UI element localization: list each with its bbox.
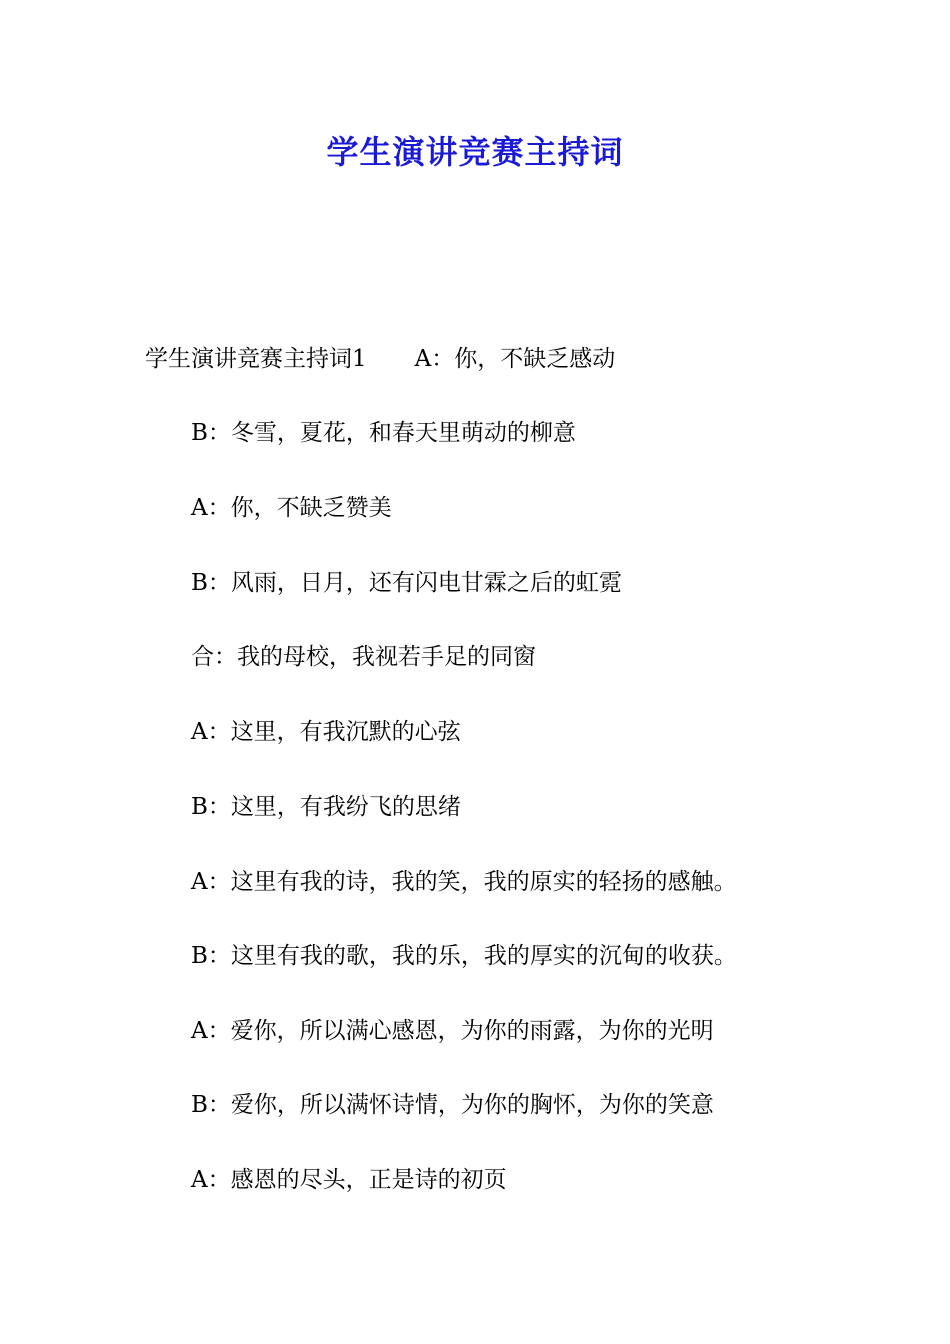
dialogue-line-first: A：你，不缺乏感动 [414, 346, 616, 372]
dialogue-line: B：冬雪，夏花，和春天里萌动的柳意 [191, 420, 576, 446]
dialogue-line: A：爱你，所以满心感恩，为你的雨露，为你的光明 [191, 1018, 714, 1044]
dialogue-line: A：这里有我的诗，我的笑，我的原实的轻扬的感触。 [191, 869, 737, 895]
dialogue-line: B：风雨，日月，还有闪电甘霖之后的虹霓 [191, 570, 622, 596]
section-heading: 学生演讲竞赛主持词1 [145, 346, 367, 372]
dialogue-line: B：这里，有我纷飞的思绪 [191, 794, 461, 820]
document-title: 学生演讲竞赛主持词 [326, 133, 624, 171]
dialogue-line: A：这里，有我沉默的心弦 [191, 719, 461, 745]
dialogue-line: A：你，不缺乏赞美 [191, 495, 392, 521]
dialogue-line: A：感恩的尽头，正是诗的初页 [191, 1167, 507, 1193]
dialogue-line: B：爱你，所以满怀诗情，为你的胸怀，为你的笑意 [191, 1092, 714, 1118]
dialogue-line: B：这里有我的歌，我的乐，我的厚实的沉甸的收获。 [191, 943, 737, 969]
dialogue-line: 合：我的母校，我视若手足的同窗 [191, 644, 536, 670]
first-paragraph [145, 344, 615, 374]
